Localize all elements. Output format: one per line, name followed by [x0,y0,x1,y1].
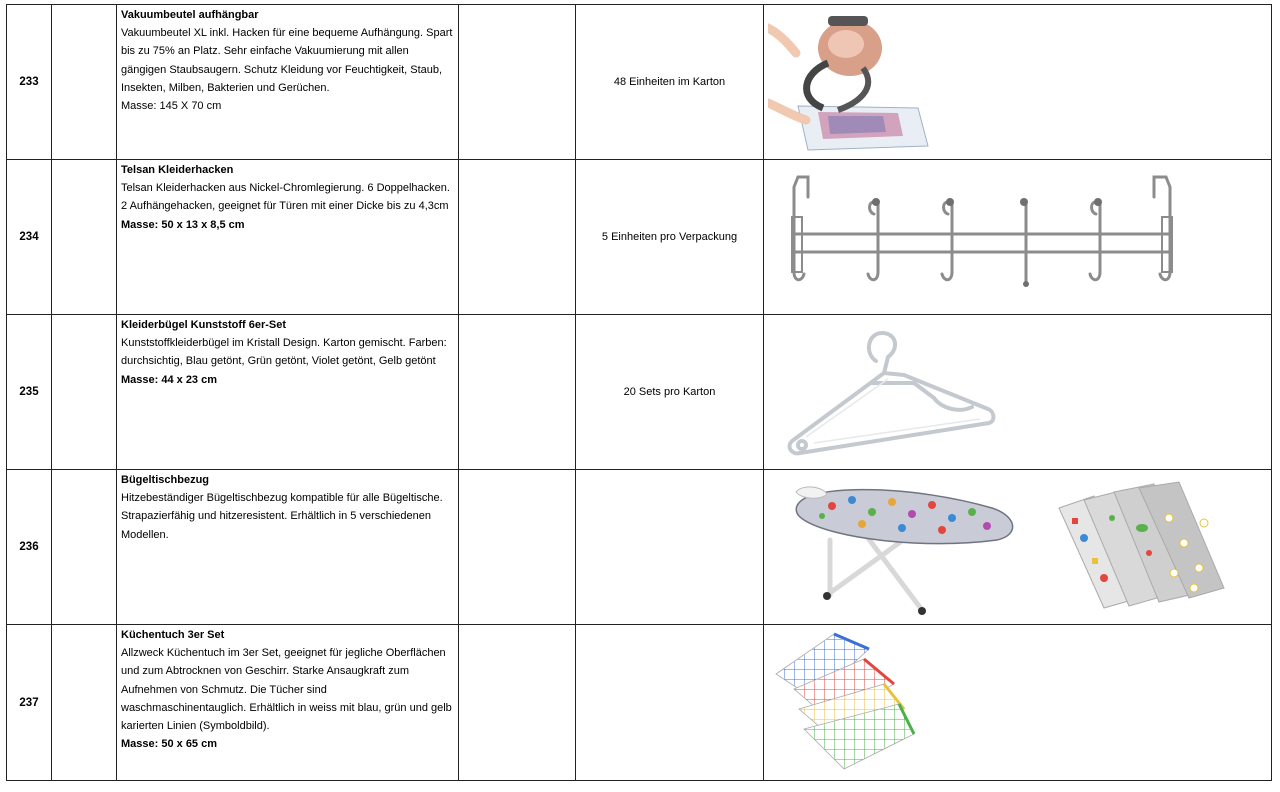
ironing-covers-photo [1054,478,1234,618]
product-dimensions: Masse: 44 x 23 cm [121,373,218,386]
product-table [6,4,1272,781]
empty-cell [52,315,117,470]
product-title: Telsan Kleiderhacken [121,164,234,176]
description-cell [117,625,459,781]
description-cell [117,470,459,625]
empty-cell [459,625,576,781]
table-row [7,5,1272,160]
image-cell [764,160,1272,315]
table-row [7,315,1272,470]
empty-cell [52,625,117,781]
item-number: 233 [7,5,52,160]
table-row [7,625,1272,781]
clear-hanger-photo [784,323,1004,463]
door-hook-rack-photo [786,172,1196,312]
item-number: 235 [7,315,52,470]
table-row [7,160,1272,315]
packaging-cell: 5 Einheiten pro Verpackung [576,160,764,315]
empty-cell [459,315,576,470]
empty-cell [459,470,576,625]
product-dimensions: Masse: 50 x 13 x 8,5 cm [121,218,245,231]
description-cell [117,160,459,315]
product-dimensions: Masse: 50 x 65 cm [121,738,218,751]
image-cell [764,625,1272,781]
item-number: 234 [7,160,52,315]
image-cell [764,5,1272,160]
table-row [7,470,1272,625]
packaging-cell: 48 Einheiten im Karton [576,5,764,160]
item-number: 236 [7,470,52,625]
packaging-cell [576,470,764,625]
product-dimensions: Masse: 145 X 70 cm [121,100,222,113]
product-title: Vakuumbeutel aufhängbar [121,9,259,21]
empty-cell [52,160,117,315]
product-title: Bügeltischbezug [121,474,210,486]
ironing-board-photo [792,480,1032,620]
image-cell [764,470,1272,625]
item-number: 237 [7,625,52,781]
empty-cell [52,5,117,160]
empty-cell [459,5,576,160]
product-description: Telsan Kleiderhacken aus Nickel-Chromlegierung. 6 Doppelhacken. 2 Aufhängehacken, geeignet für Türen mit einer Dicke bis zu 4,3cm [121,182,450,213]
product-description: Vakuumbeutel XL inkl. Hacken für eine bequeme Aufhängung. Spart bis zu 75% an Platz. Sehr einfache Vakuumierung mit allen gängigen Staubsaugern. Schutz Kleidung vor Feuchtigkeit, Staub, Insekten, Milben, Bakterien und Gerüchen. [121,27,453,94]
product-description: Kunststoffkleiderbügel im Kristall Design. Karton gemischt. Farben: durchsichtig, Blau getönt, Grün getönt, Violet getönt, Gelb getönt [121,337,447,368]
product-title: Küchentuch 3er Set [121,629,225,641]
vacuum-bag-photo [768,8,968,158]
image-cell [764,315,1272,470]
empty-cell [52,470,117,625]
product-description: Hitzebeständiger Bügeltischbezug kompatible für alle Bügeltische. Strapazierfähig und hitzeresistent. Erhältlich in 5 verschiedenen Modellen. [121,492,443,541]
product-description: Allzweck Küchentuch im 3er Set, geeignet für jegliche Oberflächen und zum Abtrocknen von Geschirr. Starke Ansaugkraft zum Aufnehmen von Schmutz. Die Tücher sind waschmaschinentauglich. Erhältlich in weiss mit blau, grün und gelb karierten Linien (Symboldbild). [121,647,452,733]
kitchen-towels-photo [774,629,934,779]
description-cell [117,315,459,470]
product-title: Kleiderbügel Kunststoff 6er-Set [121,319,287,331]
empty-cell [459,160,576,315]
description-cell [117,5,459,160]
packaging-cell: 20 Sets pro Karton [576,315,764,470]
packaging-cell [576,625,764,781]
